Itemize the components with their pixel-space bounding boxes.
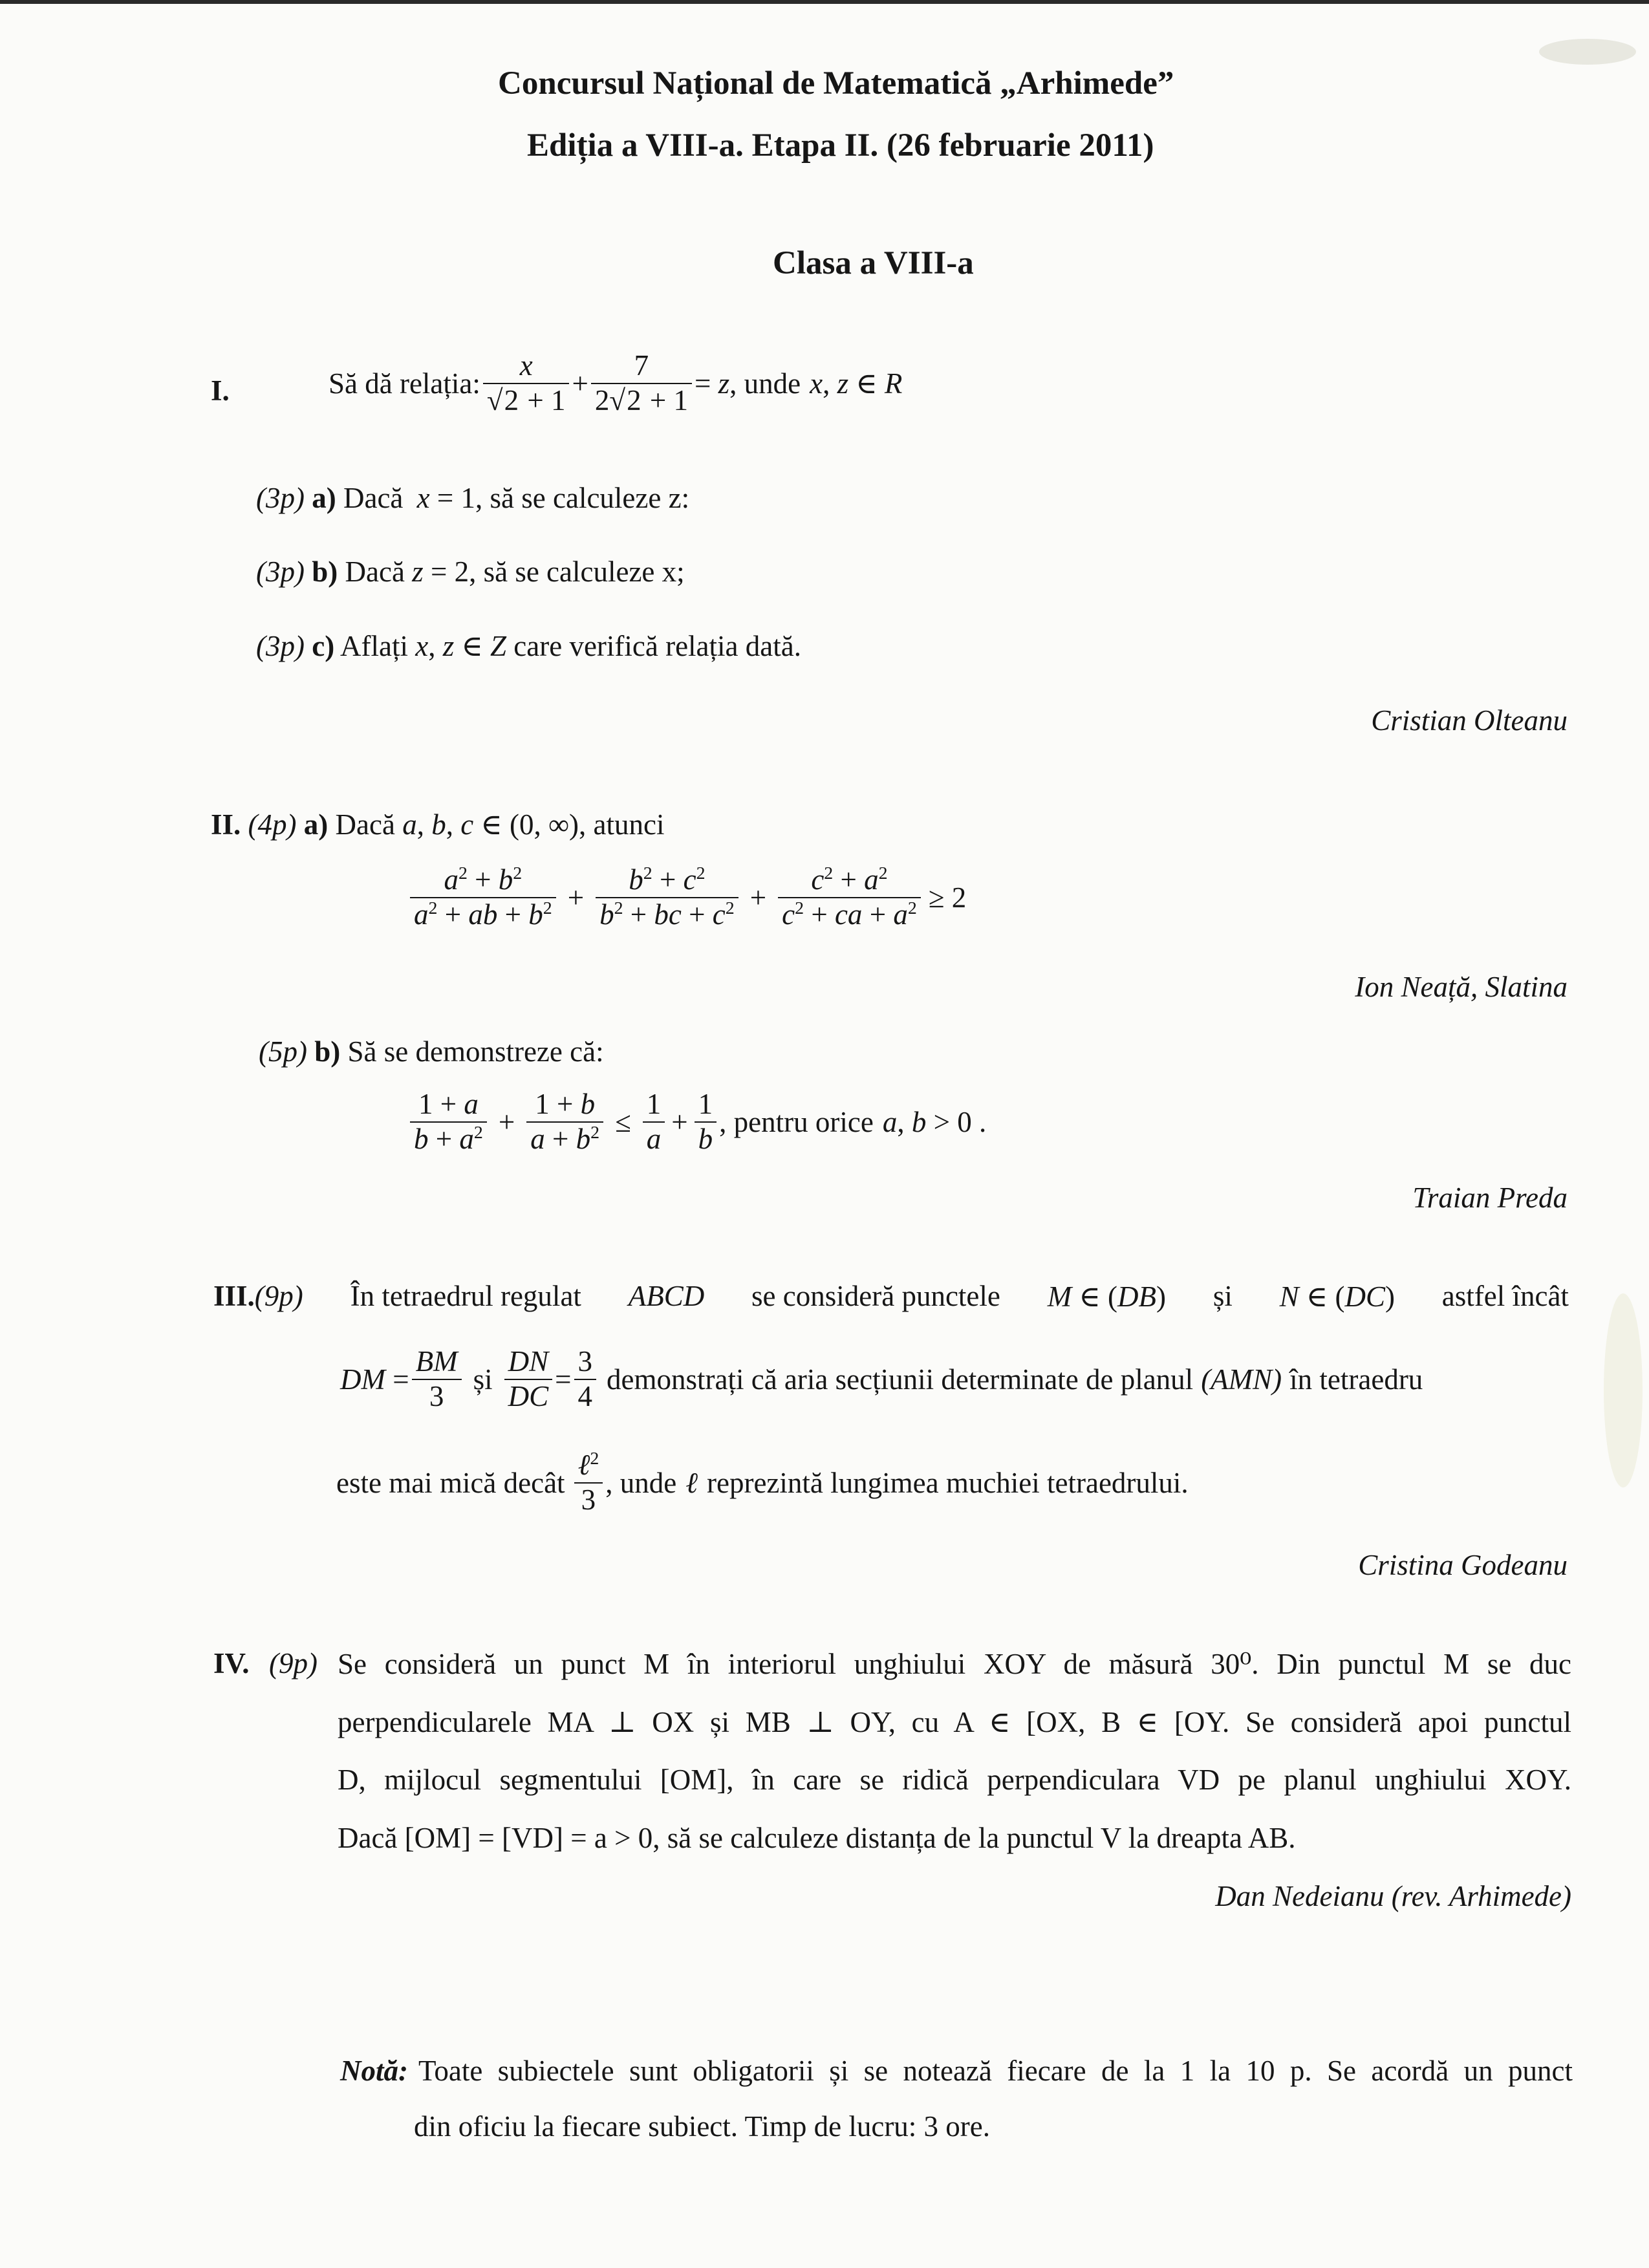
text: demonstrați că aria secțiunii determinate de planul [607, 1363, 1194, 1396]
subpoint-label: b) [312, 556, 338, 588]
problem-1-relation: Să dă relația: $\frac{x}{√2 + 1}$ + $\frac{7}{2√2 + 1}$ = z , unde x, z ∈ R [329, 349, 903, 416]
text: , atunci [579, 808, 665, 841]
text: și [473, 1363, 493, 1396]
scan-top-edge [0, 0, 1649, 4]
problem-1c: (3p) c) Aflați x, z ∈ Z care verifică relația dată. [256, 630, 801, 662]
points: (3p) [256, 482, 305, 514]
note-label: Notă: [340, 2055, 408, 2087]
class-title: Clasa a VIII-a [773, 245, 974, 281]
author: Ion Neață, Slatina [1355, 971, 1568, 1003]
fraction: $\frac{\ell^2}{3}$ [574, 1449, 603, 1517]
fraction: $\frac{1}{b}$ [695, 1088, 717, 1156]
author: Dan Nedeianu (rev. Arhimede) [1215, 1880, 1571, 1912]
text: , unde [605, 1466, 677, 1499]
problem-2a: II. (4p) a) Dacă a, b, c ∈ (0, ∞), atunci [211, 808, 665, 841]
text: Să se demonstreze că: [347, 1035, 604, 1068]
problem-4-line-4: Dacă [OM] = [VD] = a > 0, să se calculeze distanța de la punctul V la dreapta AB. [338, 1822, 1296, 1854]
inequality-2a: $\frac{a^2 + b^2}{a^2 + ab + b^2}$ + $\frac{b^2 + c^2}{b^2 + bc + c^2}$ + $\frac{c^2 + a^2}{c^2 + ca + a^2}$ ≥ 2 [407, 863, 966, 932]
points: (5p) [259, 1035, 307, 1068]
subpoint-label: b) [314, 1035, 341, 1068]
fraction: $\frac{1 + b}{a + b^2}$ [526, 1088, 603, 1156]
points: (4p) [248, 808, 297, 841]
text: astfel încât [1441, 1280, 1569, 1312]
author: Cristian Olteanu [1371, 704, 1568, 737]
problem-3-label: III. [213, 1280, 255, 1312]
inequality-2b: $\frac{1 + a}{b + a^2}$ + $\frac{1 + b}{a + b^2}$ ≤ $\frac{1}{a}$ + $\frac{1}{b}$ , pentru orice a, b > 0 . [407, 1088, 986, 1156]
scan-smudge [1604, 1293, 1643, 1487]
fraction: $\frac{x}{√2 + 1}$ [483, 349, 570, 418]
text: reprezintă lungimea muchiei tetraedrului. [707, 1466, 1189, 1499]
note-line-1 [340, 2054, 1573, 2088]
problem-3-line-1: III.(9p) În tetraedrul regulat ABCD se consideră punctele M ∈ (DB) și N ∈ (DC) astfel încât [213, 1280, 1569, 1313]
problem-1b: (3p) b) Dacă z = 2, să se calculeze x; [256, 556, 685, 588]
text: este mai mică decât [336, 1466, 565, 1499]
problem-4-line-3: D, mijlocul segmentului [OM], în care se ridică perpendiculara VD pe planul unghiului XOY. [338, 1764, 1571, 1796]
text: care verifică relația dată. [513, 630, 801, 662]
points: (9p) [254, 1280, 303, 1312]
text: , să se calculeze z: [475, 482, 690, 514]
note-line-2: din oficiu la fiecare subiect. Timp de lucru: 3 ore. [414, 2110, 991, 2143]
fraction: $\frac{a^2 + b^2}{a^2 + ab + b^2}$ [410, 863, 556, 932]
points: (3p) [256, 556, 305, 588]
problem-3-line-2: DM = $\frac{BM}{3}$ și $\frac{DN}{DC}$ = $\frac{3}{4}$ demonstrați că aria secțiunii determinate de planul (AMN) în tetraedru [340, 1345, 1423, 1412]
text: se consideră punctele [751, 1280, 1000, 1312]
problem-4-line-2: perpendicularele MA ⊥ OX și MB ⊥ OY, cu A ∈ [OX, B ∈ [OY. Se consideră apoi punctul [338, 1706, 1571, 1738]
problem-2-label: II. [211, 808, 241, 841]
problem-3-line-3: este mai mică decât $\frac{\ell^2}{3}$ , unde ℓ reprezintă lungimea muchiei tetraedrului. [336, 1449, 1189, 1516]
text: și [1212, 1280, 1233, 1312]
problem-1-label: I. [211, 374, 230, 407]
problem-1a: (3p) a) Dacă x = 1, să se calculeze z: [256, 482, 690, 514]
text: Toate subiectele sunt obligatorii și se notează fiecare de la 1 la 10 p. Se acordă un punct [418, 2055, 1573, 2087]
problem-4-label: IV. [213, 1647, 250, 1679]
text: Dacă [345, 556, 405, 588]
fraction: $\frac{1 + a}{b + a^2}$ [410, 1088, 487, 1156]
problem-4-line-1: Se consideră un punct M în interiorul unghiului XOY de măsură 30⁰. Din punctul M se duc [338, 1648, 1571, 1680]
fraction: $\frac{DN}{DC}$ [504, 1345, 553, 1414]
subpoint-label: c) [312, 630, 335, 662]
problem-1-eq-tail: , unde [729, 367, 801, 400]
edition-line: Ediția a VIII-a. Etapa II. (26 februarie 2011) [527, 127, 1154, 164]
text: Dacă [335, 808, 395, 841]
subpoint-label: a) [312, 482, 336, 514]
subpoint-label: a) [303, 808, 329, 841]
scan-smudge [1539, 39, 1636, 65]
text: , pentru orice [719, 1105, 874, 1138]
author: Cristina Godeanu [1358, 1549, 1568, 1581]
author: Traian Preda [1412, 1182, 1568, 1214]
text: în tetraedru [1289, 1363, 1423, 1396]
fraction: $\frac{c^2 + a^2}{c^2 + ca + a^2}$ [778, 863, 921, 932]
problem-1-intro: Să dă relația: [329, 367, 480, 400]
text: , să se calculeze x; [469, 556, 685, 588]
text: Aflați [339, 630, 408, 662]
fraction: $\frac{b^2 + c^2}{b^2 + bc + c^2}$ [596, 863, 738, 932]
fraction: $\frac{BM}{3}$ [412, 1345, 462, 1414]
text: În tetraedrul regulat [350, 1280, 581, 1312]
fraction: $\frac{7}{2√2 + 1}$ [591, 349, 692, 418]
text: Dacă [343, 482, 404, 514]
points: (9p) [269, 1647, 318, 1679]
fraction: $\frac{1}{a}$ [643, 1088, 665, 1156]
fraction: $\frac{3}{4}$ [574, 1345, 597, 1414]
problem-2b [259, 1035, 604, 1068]
points: (3p) [256, 630, 305, 662]
contest-title: Concursul Național de Matematică „Arhimede” [498, 65, 1174, 102]
